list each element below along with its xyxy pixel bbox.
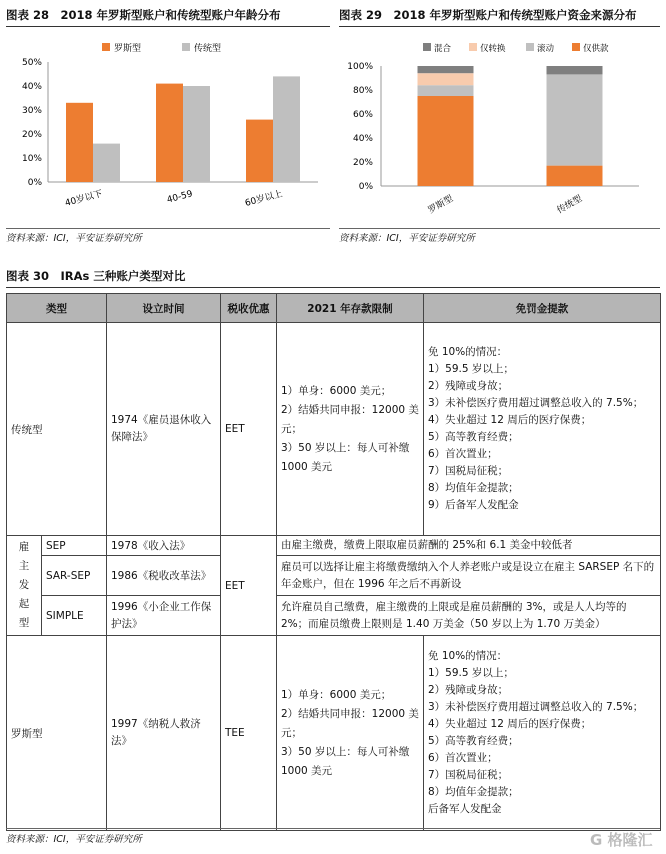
- legend-swatch-1: [182, 43, 190, 51]
- penalty-line: 4）失业超过 12 周后的医疗保费；: [428, 718, 592, 730]
- penalty-line: 8）均值年金提款；: [428, 786, 519, 798]
- fig30-title: 图表 30 IRAs 三种账户类型对比: [6, 269, 186, 283]
- legend-swatch-0: [102, 43, 110, 51]
- cell-sep-desc: 由雇主缴费，缴费上限取雇员薪酬的 25%和 6.1 美金中较低者: [277, 536, 661, 556]
- bar-仅转换-0: [418, 73, 474, 85]
- penalty-line: 后备军人发配金: [428, 803, 502, 815]
- penalty-line: 7）国税局征税；: [428, 769, 509, 781]
- cell-roth-time: 1997《纳税人救济法》: [107, 636, 221, 831]
- x-tick-label: 传统型: [555, 193, 584, 217]
- fig28-title-rule: [6, 26, 330, 27]
- header-penalty: 免罚金提款: [424, 294, 661, 323]
- penalty-line: 2）残障或身故；: [428, 380, 509, 392]
- fig30-source-rule: [6, 828, 660, 829]
- y-tick-label: 10%: [21, 154, 42, 164]
- penalty-line: 免 10%的情况：: [428, 346, 508, 358]
- header-limit: 2021 年存款限制: [277, 294, 424, 323]
- bar-传统型-1: [183, 86, 210, 182]
- header-tax: 税收优惠: [221, 294, 277, 323]
- cell-traditional-tax: EET: [221, 323, 277, 536]
- penalty-line: 2）残障或身故；: [428, 684, 509, 696]
- cell-traditional-type: 传统型: [7, 323, 107, 536]
- legend-swatch-3: [572, 43, 580, 51]
- y-tick-label: 80%: [352, 86, 373, 96]
- employer-label-char: 起: [18, 598, 30, 610]
- cell-traditional-limits: [277, 323, 424, 536]
- table-row-roth: [7, 636, 661, 831]
- penalty-line: 3）未补偿医疗费用超过调整总收入的 7.5%；: [428, 397, 644, 409]
- bar-仅供款-0: [418, 96, 474, 186]
- employer-label-char: 雇: [18, 541, 30, 553]
- limit-line: 2）结婚共同申报：12000 美元；: [281, 403, 419, 435]
- cell-roth-limits: [277, 636, 424, 831]
- limit-line: 1）单身：6000 美元；: [281, 384, 392, 397]
- x-tick-label: 罗斯型: [426, 193, 455, 217]
- cell-employer-tax: EET: [221, 536, 277, 636]
- fig30-source: 资料来源：ICI，平安证券研究所: [6, 834, 142, 845]
- fig29-source: 资料来源：ICI，平安证券研究所: [339, 233, 475, 244]
- bar-传统型-0: [93, 144, 120, 182]
- bar-传统型-2: [273, 76, 300, 182]
- cell-sarsep-desc: 雇员可以选择让雇主将缴费缴纳入个人养老账户或是设立在雇主 SARSEP 名下的年金账户，但在 1996 年之后不再新设: [277, 556, 661, 596]
- penalty-line: 6）首次置业；: [428, 448, 498, 460]
- y-tick-label: 0%: [358, 182, 373, 192]
- bar-滚动-1: [547, 74, 603, 165]
- fig29-source-rule: [339, 228, 660, 229]
- employer-label-char: 型: [18, 617, 30, 629]
- watermark-logo: G 格隆汇: [590, 831, 653, 849]
- cell-sep-time: 1978《收入法》: [107, 536, 221, 556]
- penalty-line: 5）高等教育经费；: [428, 735, 519, 747]
- bar-仅供款-1: [547, 166, 603, 186]
- limit-line: 3）50 岁以上：每人可补缴 1000 美元: [281, 745, 410, 777]
- x-tick-label: 40-59: [165, 189, 194, 206]
- penalty-line: 3）未补偿医疗费用超过调整总收入的 7.5%；: [428, 701, 644, 713]
- limit-line: 3）50 岁以上：每人可补缴 1000 美元: [281, 441, 410, 473]
- y-tick-label: 40%: [352, 134, 373, 144]
- penalty-line: 7）国税局征税；: [428, 465, 509, 477]
- header-type: 类型: [7, 294, 107, 323]
- cell-simple-desc: 允许雇员自己缴费，雇主缴费的上限或是雇员薪酬的 3%，或是人人均等的 2%；而雇员缴费上限则是 1.40 万美金（50 岁以上为 1.70 万美金）: [277, 596, 661, 636]
- fig28-title: 图表 28 2018 年罗斯型账户和传统型账户年龄分布: [6, 8, 281, 22]
- employer-label-char: 发: [18, 579, 30, 591]
- y-tick-label: 20%: [352, 158, 373, 168]
- y-tick-label: 100%: [347, 62, 373, 72]
- y-tick-label: 30%: [21, 106, 42, 116]
- x-tick-label: 60岁以上: [244, 189, 284, 209]
- fig28-source: 资料来源：ICI，平安证券研究所: [6, 233, 142, 244]
- legend-label-0: 罗斯型: [114, 44, 142, 54]
- bar-混合-1: [547, 66, 603, 74]
- bar-混合-0: [418, 66, 474, 73]
- legend-label-2: 滚动: [537, 44, 555, 54]
- legend-label-3: 仅供款: [583, 44, 609, 54]
- bar-滚动-0: [418, 85, 474, 96]
- fig29-title-rule: [339, 26, 660, 27]
- legend-swatch-2: [526, 43, 534, 51]
- cell-roth-tax: TEE: [221, 636, 277, 831]
- bar-罗斯型-0: [66, 103, 93, 182]
- cell-traditional-penalty: [424, 323, 661, 536]
- legend-label-0: 混合: [434, 44, 452, 54]
- table-row-traditional: [7, 323, 661, 536]
- table-row-sarsep: [7, 556, 661, 596]
- table-row-sep: [7, 536, 661, 556]
- penalty-line: 1）59.5 岁以上；: [428, 363, 514, 375]
- x-tick-label: 40岁以下: [64, 189, 104, 209]
- bar-罗斯型-1: [156, 84, 183, 182]
- legend-swatch-1: [469, 43, 477, 51]
- fig28-chart: [6, 30, 330, 228]
- legend-label-1: 传统型: [194, 44, 222, 54]
- limit-line: 1）单身：6000 美元；: [281, 688, 392, 701]
- cell-simple-time: 1996《小企业工作保护法》: [107, 596, 221, 636]
- fig28-source-rule: [6, 228, 330, 229]
- cell-traditional-time: 1974《雇员退休收入保障法》: [107, 323, 221, 536]
- legend-swatch-0: [423, 43, 431, 51]
- cell-simple-subtype: SIMPLE: [42, 596, 107, 636]
- penalty-line: 9）后备军人发配金: [428, 499, 519, 511]
- fig29-chart: [339, 30, 660, 228]
- table-header-row: [7, 294, 661, 323]
- fig30-title-rule: [6, 287, 660, 288]
- y-tick-label: 40%: [21, 82, 42, 92]
- legend-label-1: 仅转换: [480, 44, 506, 54]
- fig29-title: 图表 29 2018 年罗斯型账户和传统型账户资金来源分布: [339, 8, 637, 22]
- limit-line: 2）结婚共同申报：12000 美元；: [281, 707, 419, 739]
- employer-label-char: 主: [18, 560, 30, 572]
- header-time: 设立时间: [107, 294, 221, 323]
- bar-罗斯型-2: [246, 120, 273, 182]
- ira-comparison-table: [6, 293, 661, 831]
- table-row-simple: [7, 596, 661, 636]
- penalty-line: 8）均值年金提款；: [428, 482, 519, 494]
- cell-sarsep-time: 1986《税收改革法》: [107, 556, 221, 596]
- penalty-line: 6）首次置业；: [428, 752, 498, 764]
- y-tick-label: 60%: [352, 110, 373, 120]
- cell-employer-type: [7, 536, 42, 636]
- y-tick-label: 50%: [21, 58, 42, 68]
- y-tick-label: 0%: [27, 178, 42, 188]
- cell-roth-penalty: [424, 636, 661, 831]
- cell-sep-subtype: SEP: [42, 536, 107, 556]
- y-tick-label: 20%: [21, 130, 42, 140]
- penalty-line: 免 10%的情况：: [428, 650, 508, 662]
- penalty-line: 1）59.5 岁以上；: [428, 667, 514, 679]
- cell-sarsep-subtype: SAR-SEP: [42, 556, 107, 596]
- penalty-line: 4）失业超过 12 周后的医疗保费；: [428, 414, 592, 426]
- cell-roth-type: 罗斯型: [7, 636, 107, 831]
- penalty-line: 5）高等教育经费；: [428, 431, 519, 443]
